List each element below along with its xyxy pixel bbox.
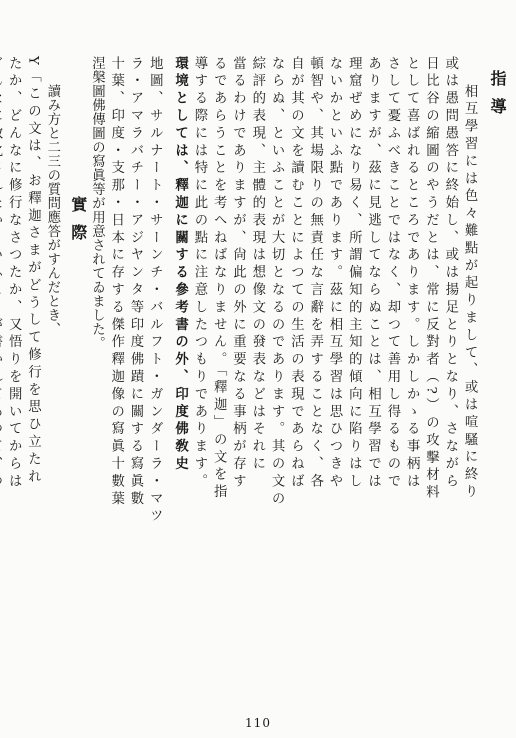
text-column: 頓智や、其場限りの無責任な言辭を弄することなく、各: [307, 56, 323, 491]
text-column: 或は愚問愚答に終始し、或は揚足とりとなり、さながら: [442, 56, 458, 491]
text-column: [0, 56, 1, 491]
section-heading-guidance: 指導: [488, 70, 507, 126]
text-column: ならぬ、といふことが大切となるのであります。其の文の: [269, 56, 285, 509]
text-column: 涅槃圖佛傳圖の寫眞等が用意されてゐました。: [89, 56, 105, 350]
text-column: 理窟ぜめになり易く、所謂偏知的主知的傾向に陷りはし: [346, 56, 362, 491]
text-column: ラ・アマラバチー・アジヤンタ等印度佛蹟に關する寫眞數: [128, 56, 143, 509]
page-number: 110: [245, 716, 271, 730]
text-column: さして憂ふべきことではなく、却つて善用し得るもので: [384, 56, 400, 491]
text-column: 綜評的表現、主體的表現は想像文の發表などはそれに: [249, 56, 265, 474]
text-column: 當るわけでありますが、尙此の外に重要なる事柄が存す: [230, 56, 246, 491]
text-column: 相互學習には色々難點が起りまして、或は喧騷に終り: [462, 84, 478, 502]
text-column: ありますが、茲に見逃してならぬことは、相互學習では: [365, 56, 381, 491]
text-column: 自が其の文を讀むことによつての生活の表現であらねば: [288, 56, 304, 491]
text-column: たか、どんなに修行なさつたか、又悟りを開いてからは: [6, 56, 22, 491]
text-column: 讀み方と二三の質問應答がすんだとき、: [44, 84, 60, 336]
text-column: ないかといふ點であります。茲に相互學習は思ひつきや: [327, 56, 342, 491]
text-column: 十葉、印度・支那・日本に存する傑作釋迦像の寫眞十數葉: [108, 56, 124, 509]
section-heading-practice: 實際: [68, 196, 88, 252]
text-column: 日比谷の縮圖のやうだとは、常に反對者（?）の攻擊材料: [423, 56, 439, 503]
text-column: 導する際には特に此の點に注意したつもりであります。: [191, 56, 207, 491]
text-column: 環境としては、釋迦に關する參考書の外、印度佛敎史: [172, 56, 189, 474]
text-column: るであらうことを考へねばなりません。「釋迦」の文を指: [211, 56, 227, 502]
text-column: として喜ばれるところであります。しかしかゝる事柄は: [404, 56, 420, 491]
text-column: Y「この文は、お釋迦さまがどうして修行を思ひ立たれ: [25, 56, 41, 487]
text-column: 地圖、サルナート・サーンチ・バルフト・ガンダーラ・マツ: [147, 56, 163, 526]
